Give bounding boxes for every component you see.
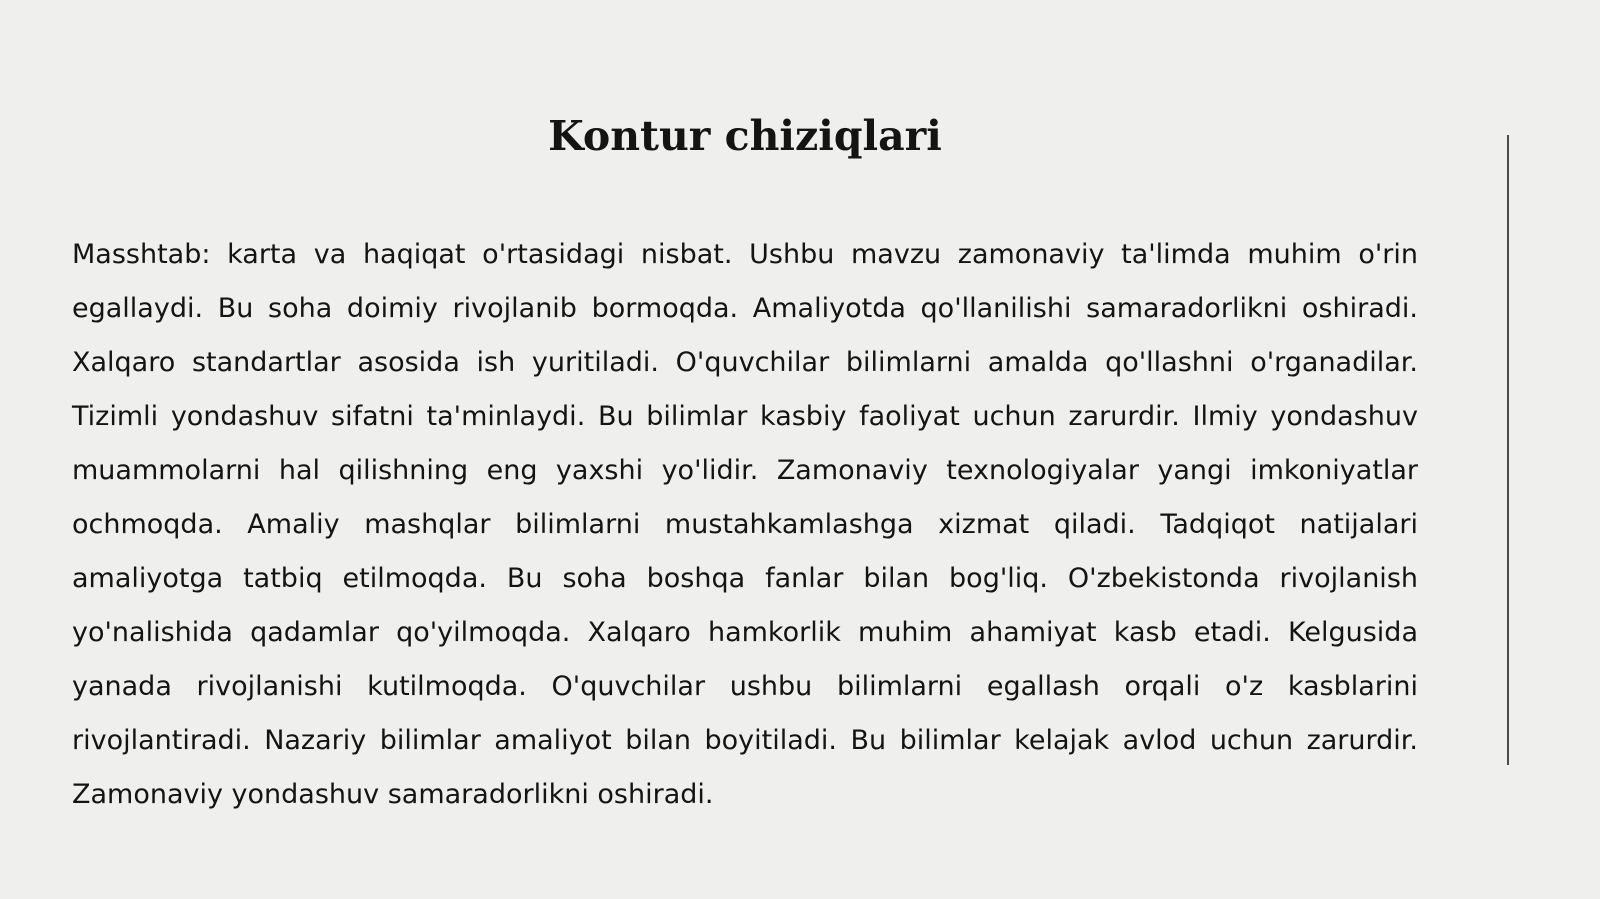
slide-body-text: Masshtab: karta va haqiqat o'rtasidagi nisbat. Ushbu mavzu zamonaviy ta'limda muhim o'rin egallaydi. Bu soha doimiy rivojlanib bormoqda. Amaliyotda qo'llanilishi samaradorlikni oshiradi. Xalqaro standartlar asosida ish yuritiladi. O'quvchilar bilimlarni amalda qo'llashni o'rganadilar. Tizimli yondashuv sifatni ta'minlaydi. Bu bilimlar kasbiy faoliyat uchun zarurdir. Ilmiy yondashuv muammolarni hal qilishning eng yaxshi yo'lidir. Zamonaviy texnologiyalar yangi imkoniyatlar ochmoqda. Amaliy mashqlar bilimlarni mustahkamlashga xizmat qiladi. Tadqiqot natijalari amaliyotga tatbiq etilmoqda. Bu soha boshqa fanlar bilan bog'liq. O'zbekistonda rivojlanish yo'nalishida qadamlar qo'yilmoqda. Xalqaro hamkorlik muhim ahamiyat kasb etadi. Kelgusida yanada rivojlanishi kutilmoqda. O'quvchilar ushbu bilimlarni egallash orqali o'z kasblarini rivojlantiradi. Nazariy bilimlar amaliyot bilan boyitiladi. Bu bilimlar kelajak avlod uchun zarurdir. Zamonaviy yondashuv samaradorlikni oshiradi. bbox=[72, 239, 1418, 810]
vertical-divider bbox=[1507, 135, 1509, 765]
slide-title: Kontur chiziqlari bbox=[548, 112, 942, 160]
